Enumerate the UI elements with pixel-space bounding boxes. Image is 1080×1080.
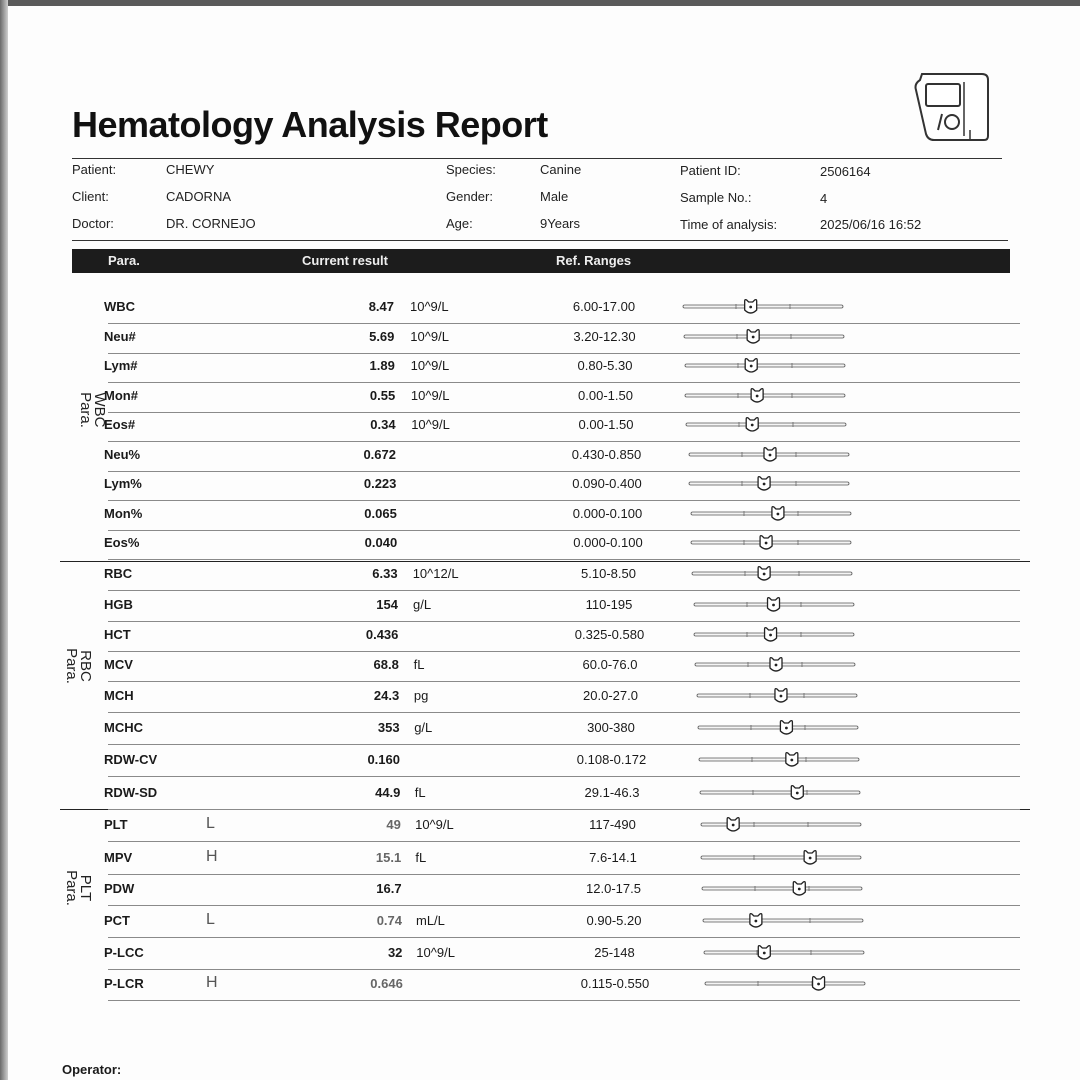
result-value: 353 [377, 720, 400, 735]
group-label-wbc: WBC Para. [77, 392, 108, 428]
reference-range: 60.0-76.0 [582, 657, 638, 672]
row-separator [108, 744, 1020, 745]
range-indicator [693, 626, 857, 644]
row-separator [108, 712, 1020, 713]
reference-range: 6.00-17.00 [572, 299, 636, 314]
result-unit: 10^9/L [415, 817, 454, 832]
param-name: MCHC [104, 720, 143, 735]
result-value: 8.47 [368, 299, 394, 314]
result-value: 0.160 [367, 752, 400, 767]
client-label: Client: [72, 189, 109, 204]
table-row [60, 413, 1020, 442]
reference-range: 20.0-27.0 [583, 688, 638, 703]
range-indicator [698, 751, 862, 769]
header-rule-bottom [72, 240, 1008, 241]
table-row [60, 877, 1020, 906]
result-unit: 10^12/L [412, 566, 459, 581]
range-indicator [699, 784, 863, 802]
scan-border-left [0, 0, 8, 1080]
result-value: 16.7 [376, 881, 402, 896]
result-unit: fL [414, 785, 426, 800]
reference-range: 0.108-0.172 [576, 752, 647, 767]
param-name: PCT [104, 913, 130, 928]
abnormal-flag: L [206, 815, 215, 832]
range-indicator [693, 596, 857, 614]
result-unit: g/L [414, 720, 433, 735]
result-unit: 10^9/L [411, 417, 450, 432]
param-name: Lym% [104, 476, 142, 491]
scan-border-top [0, 0, 1080, 6]
row-separator [108, 323, 1020, 324]
reference-range: 0.000-0.100 [573, 535, 643, 550]
table-row [60, 531, 1020, 560]
result-unit: g/L [413, 597, 432, 612]
range-indicator [701, 880, 865, 898]
sample-no-value: 4 [820, 191, 828, 206]
row-separator [108, 441, 1020, 442]
result-value: 5.69 [369, 329, 395, 344]
result-value: 44.9 [375, 785, 401, 800]
table-row [60, 384, 1020, 413]
result-value: 0.436 [365, 627, 399, 642]
reference-range: 0.000-0.100 [572, 506, 643, 521]
result-value: 0.040 [364, 535, 398, 550]
table-row [60, 354, 1020, 383]
range-indicator [704, 975, 868, 993]
reference-range: 29.1-46.3 [584, 785, 640, 800]
result-unit: fL [415, 850, 427, 865]
result-value: 6.33 [372, 566, 398, 581]
col-current-result: Current result [302, 253, 388, 268]
abnormal-flag: H [206, 848, 218, 865]
param-name: Eos# [104, 417, 136, 432]
range-indicator [684, 357, 848, 375]
row-separator [108, 681, 1020, 682]
abnormal-flag: H [206, 974, 218, 991]
result-value: 49 [386, 817, 401, 832]
param-name: MCH [104, 688, 134, 703]
result-value: 0.34 [370, 417, 396, 432]
client-name: CADORNA [166, 189, 232, 204]
range-indicator [688, 446, 852, 464]
reference-range: 3.20-12.30 [573, 329, 636, 344]
sample-no-label: Sample No.: [680, 190, 752, 205]
param-name: P-LCC [104, 945, 144, 960]
result-unit: 10^9/L [410, 299, 449, 314]
table-row [60, 684, 1020, 713]
time-of-analysis-value: 2025/06/16 16:52 [820, 217, 922, 232]
doctor-label: Doctor: [72, 216, 114, 231]
patient-id-label: Patient ID: [680, 163, 741, 178]
reference-range: 0.80-5.30 [577, 358, 633, 373]
reference-range: 117-490 [589, 817, 636, 832]
param-name: Mon% [104, 506, 143, 521]
col-para: Para. [108, 253, 140, 268]
result-value: 0.646 [370, 976, 403, 991]
reference-range: 0.00-1.50 [578, 388, 633, 403]
table-row [60, 716, 1020, 745]
row-separator [108, 651, 1020, 652]
reference-range: 0.090-0.400 [572, 476, 642, 491]
column-header-bar [72, 249, 1010, 273]
range-indicator [685, 416, 849, 434]
gender-value: Male [540, 189, 569, 204]
param-name: P-LCR [104, 976, 144, 991]
result-value: 32 [387, 945, 403, 960]
table-row [60, 748, 1020, 777]
row-separator [108, 621, 1020, 622]
range-indicator [691, 565, 855, 583]
result-value: 68.8 [373, 657, 399, 672]
header-rule-top [72, 158, 1002, 159]
row-separator [108, 969, 1020, 970]
result-unit: 10^9/L [410, 329, 449, 344]
result-value: 15.1 [375, 850, 402, 865]
group-label-plt: PLT Para. [63, 870, 94, 906]
result-unit: fL [413, 657, 425, 672]
param-name: MPV [104, 850, 133, 865]
reference-range: 0.90-5.20 [586, 913, 642, 928]
reference-range: 12.0-17.5 [586, 881, 641, 896]
reference-range: 110-195 [585, 597, 633, 612]
table-row [60, 623, 1020, 652]
species-label: Species: [446, 162, 496, 177]
reference-range: 7.6-14.1 [589, 850, 637, 865]
abnormal-flag: L [206, 911, 215, 928]
table-row [60, 325, 1020, 354]
table-row [60, 443, 1020, 472]
row-separator [108, 382, 1020, 383]
report-title: Hematology Analysis Report [72, 104, 548, 145]
param-name: RDW-CV [104, 752, 158, 767]
range-indicator [690, 505, 854, 523]
param-name: Neu# [104, 329, 136, 344]
table-row [60, 846, 1020, 875]
range-indicator [703, 944, 867, 962]
param-name: PDW [104, 881, 135, 896]
doctor-name: DR. CORNEJO [166, 216, 256, 231]
result-value: 0.065 [364, 506, 397, 521]
patient-label: Patient: [72, 162, 117, 177]
result-value: 0.74 [376, 913, 402, 928]
result-unit: pg [413, 688, 429, 703]
result-unit: mL/L [416, 913, 445, 928]
result-value: 154 [376, 597, 398, 612]
patient-name: CHEWY [166, 162, 215, 177]
result-value: 24.3 [373, 688, 400, 703]
param-name: Eos% [104, 535, 140, 550]
range-indicator [696, 687, 860, 705]
reference-range: 25-148 [594, 945, 635, 960]
species-value: Canine [540, 162, 582, 177]
group-label-rbc: RBC Para. [63, 648, 94, 684]
table-row [60, 909, 1020, 938]
range-indicator [700, 849, 864, 867]
range-indicator [694, 656, 858, 674]
param-name: RBC [104, 566, 133, 581]
row-separator [108, 1000, 1020, 1001]
param-name: PLT [104, 817, 128, 832]
time-of-analysis-label: Time of analysis: [680, 217, 778, 232]
age-label: Age: [446, 216, 473, 231]
param-name: RDW-SD [104, 785, 158, 800]
range-indicator [688, 475, 852, 493]
row-separator [108, 937, 1020, 938]
range-indicator [697, 719, 861, 737]
result-value: 0.223 [363, 476, 397, 491]
table-row [60, 472, 1020, 501]
reference-range: 5.10-8.50 [581, 566, 636, 581]
gender-label: Gender: [446, 189, 493, 204]
row-separator [108, 500, 1020, 501]
table-row [60, 562, 1020, 591]
table-row [60, 653, 1020, 682]
result-value: 1.89 [369, 358, 395, 373]
table-row [60, 941, 1020, 970]
row-separator [108, 905, 1020, 906]
range-indicator [700, 816, 864, 834]
param-name: Mon# [104, 388, 138, 403]
table-row [60, 295, 1020, 324]
row-separator [108, 559, 1020, 560]
table-row [60, 502, 1020, 531]
analyzer-device-icon [912, 70, 992, 144]
table-row [60, 781, 1020, 810]
range-indicator [702, 912, 866, 930]
param-name: HCT [104, 627, 131, 642]
result-value: 0.55 [369, 388, 396, 403]
row-separator [108, 776, 1020, 777]
row-separator [108, 841, 1020, 842]
table-row [60, 593, 1020, 622]
age-value: 9Years [540, 216, 580, 231]
param-name: WBC [104, 299, 136, 314]
param-name: HGB [104, 597, 133, 612]
row-separator [108, 590, 1020, 591]
range-indicator [690, 534, 854, 552]
result-unit: 10^9/L [410, 358, 450, 373]
reference-range: 0.430-0.850 [571, 447, 642, 462]
range-indicator [682, 298, 846, 316]
reference-range: 300-380 [587, 720, 635, 735]
param-name: MCV [104, 657, 133, 672]
table-row [60, 972, 1020, 1001]
range-indicator [683, 328, 847, 346]
param-name: Lym# [104, 358, 138, 373]
result-unit: 10^9/L [410, 388, 450, 403]
reference-range: 0.00-1.50 [578, 417, 634, 432]
reference-range: 0.115-0.550 [580, 976, 650, 991]
col-ref-ranges: Ref. Ranges [556, 253, 632, 268]
result-unit: 10^9/L [416, 945, 455, 960]
table-row [60, 813, 1020, 842]
patient-id-value: 2506164 [820, 164, 871, 179]
range-indicator [684, 387, 848, 405]
result-value: 0.672 [363, 447, 396, 462]
reference-range: 0.325-0.580 [574, 627, 645, 642]
param-name: Neu% [104, 447, 141, 462]
row-separator [108, 874, 1020, 875]
row-separator [108, 809, 1020, 810]
operator-label: Operator: [62, 1062, 122, 1077]
